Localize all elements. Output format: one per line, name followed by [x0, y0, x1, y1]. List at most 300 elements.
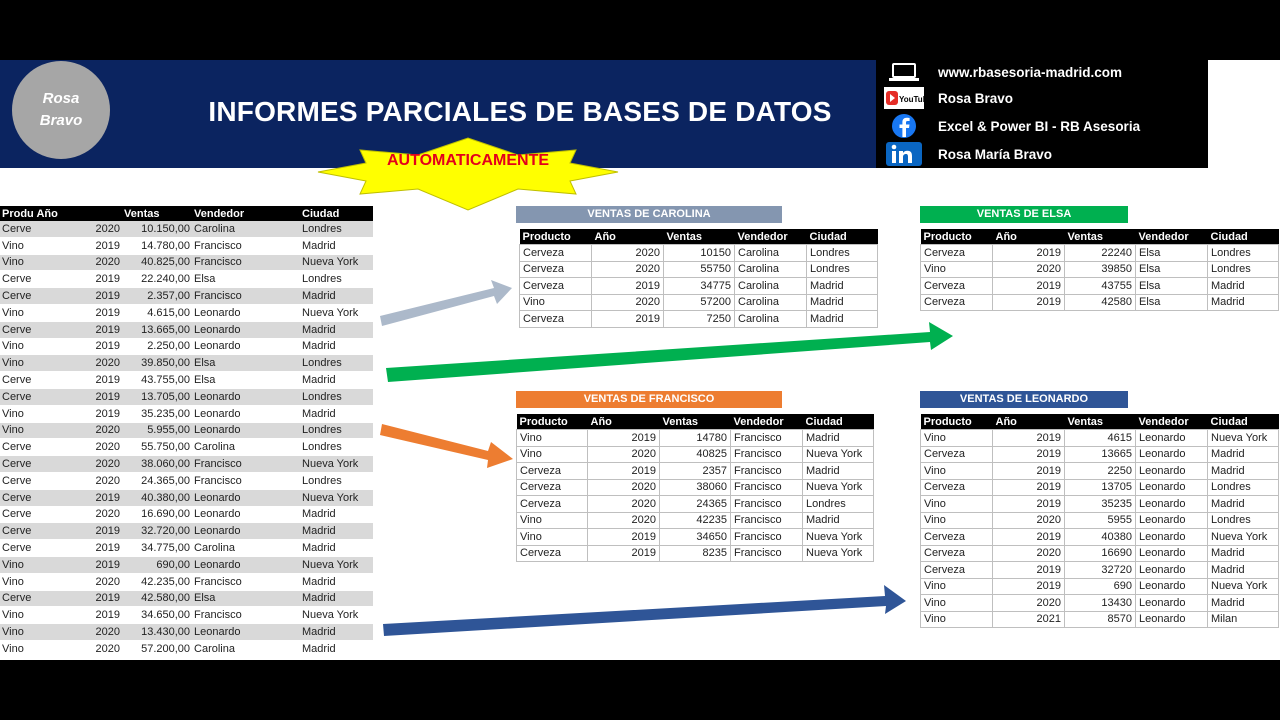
table-row [0, 590, 373, 607]
report-cell: Cerveza [517, 463, 588, 480]
report-header-cell: Ventas [1065, 414, 1136, 430]
avatar-last-name: Bravo [39, 112, 83, 129]
table-cell: 13.430,00 [122, 624, 192, 641]
report-row [921, 562, 1279, 579]
table-row [0, 472, 373, 489]
report-cell: 2019 [993, 463, 1065, 480]
report-cell: Londres [1208, 245, 1279, 262]
report-cell: Madrid [807, 311, 878, 328]
report-cell: 42235 [660, 512, 731, 529]
report-cell: Leonardo [1136, 578, 1208, 595]
table-cell: 2019 [74, 607, 122, 624]
report-cell: Vino [921, 430, 993, 447]
main-table-header [0, 206, 373, 221]
table-row [0, 556, 373, 573]
report-cell: Carolina [735, 245, 807, 262]
table-cell: Madrid [300, 523, 373, 540]
report-cell: 14780 [660, 430, 731, 447]
table-cell: Londres [300, 355, 373, 372]
table-cell: 34.650,00 [122, 607, 192, 624]
table-cell: 43.755,00 [122, 372, 192, 389]
table-cell: Leonardo [192, 556, 300, 573]
report-cell: 24365 [660, 496, 731, 513]
report-header-cell: Año [592, 229, 664, 245]
table-cell: Vino [0, 422, 74, 439]
table-cell: Cerve [0, 372, 74, 389]
report-cell: Vino [517, 529, 588, 546]
report-cell: 7250 [664, 311, 735, 328]
table-cell: Leonardo [192, 489, 300, 506]
report-cell: 2019 [993, 278, 1065, 295]
table-cell: 2019 [74, 556, 122, 573]
report-cell: 2019 [993, 529, 1065, 546]
table-cell: Cerve [0, 506, 74, 523]
report-cell: 2020 [993, 545, 1065, 562]
table-cell: 4.615,00 [122, 304, 192, 321]
report-cell: 2020 [588, 512, 660, 529]
report-row [921, 595, 1279, 612]
report-row [517, 529, 874, 546]
table-cell: Francisco [192, 607, 300, 624]
report-header-cell: Año [993, 229, 1065, 245]
table-cell: Leonardo [192, 422, 300, 439]
report-cell: Madrid [803, 512, 874, 529]
report-cell: Leonardo [1136, 595, 1208, 612]
report-cell: Francisco [731, 463, 803, 480]
report-header-cell: Ciudad [807, 229, 878, 245]
report-cell: 2020 [588, 446, 660, 463]
report-cell: 4615 [1065, 430, 1136, 447]
report-row [921, 545, 1279, 562]
table-cell: Madrid [300, 640, 373, 657]
report-header-cell: Producto [921, 414, 993, 430]
report-row [921, 261, 1279, 278]
table-row [0, 237, 373, 254]
table-cell: 13.705,00 [122, 388, 192, 405]
report-cell: 2020 [588, 479, 660, 496]
table-cell: 10.150,00 [122, 221, 192, 237]
report-leonardo-table [920, 414, 1279, 628]
table-cell: Londres [300, 439, 373, 456]
report-cell: Vino [921, 463, 993, 480]
table-cell: Francisco [192, 472, 300, 489]
table-cell: 2019 [74, 338, 122, 355]
report-francisco-table [516, 414, 874, 562]
report-cell: 13665 [1065, 446, 1136, 463]
table-cell: 16.690,00 [122, 506, 192, 523]
table-cell: Madrid [300, 506, 373, 523]
report-cell: Francisco [731, 496, 803, 513]
report-cell: Cerveza [517, 496, 588, 513]
table-row [0, 489, 373, 506]
table-cell: Nueva York [300, 556, 373, 573]
report-header-cell: Ciudad [1208, 414, 1279, 430]
report-cell: 2019 [592, 278, 664, 295]
table-cell: Vino [0, 556, 74, 573]
report-cell: 2020 [993, 512, 1065, 529]
table-row [0, 355, 373, 372]
report-row [921, 512, 1279, 529]
report-carolina [516, 206, 878, 328]
report-cell: 2020 [993, 261, 1065, 278]
report-header-cell: Ventas [664, 229, 735, 245]
table-row [0, 573, 373, 590]
report-cell: 2019 [993, 245, 1065, 262]
table-cell: Madrid [300, 590, 373, 607]
report-cell: Francisco [731, 479, 803, 496]
report-header-cell: Ventas [1065, 229, 1136, 245]
report-cell: 57200 [664, 294, 735, 311]
report-leonardo [920, 391, 1279, 628]
report-row [517, 496, 874, 513]
report-cell: Londres [803, 496, 874, 513]
report-header-cell: Ciudad [1208, 229, 1279, 245]
table-cell: Francisco [192, 288, 300, 305]
table-row [0, 506, 373, 523]
report-cell: 2019 [993, 430, 1065, 447]
report-cell: 2019 [993, 496, 1065, 513]
report-cell: Cerveza [520, 311, 592, 328]
table-cell: Nueva York [300, 456, 373, 473]
table-row [0, 221, 373, 237]
header-product-year [0, 206, 122, 221]
table-cell: Francisco [192, 456, 300, 473]
report-elsa-table [920, 229, 1279, 311]
table-cell: Vino [0, 304, 74, 321]
table-cell: 2019 [74, 388, 122, 405]
report-row [517, 545, 874, 562]
report-header-cell: Producto [921, 229, 993, 245]
report-cell: Leonardo [1136, 446, 1208, 463]
report-row [921, 479, 1279, 496]
report-cell: 5955 [1065, 512, 1136, 529]
report-cell: Leonardo [1136, 430, 1208, 447]
table-row [0, 338, 373, 355]
report-cell: Cerveza [921, 562, 993, 579]
report-cell: Cerveza [520, 261, 592, 278]
table-cell: 14.780,00 [122, 237, 192, 254]
table-cell: 2020 [74, 355, 122, 372]
table-cell: 35.235,00 [122, 405, 192, 422]
report-cell: Vino [921, 512, 993, 529]
report-row [517, 430, 874, 447]
report-cell: 2020 [588, 496, 660, 513]
report-cell: Madrid [1208, 463, 1279, 480]
table-cell: 2020 [74, 472, 122, 489]
report-francisco [516, 391, 874, 562]
table-cell: 2019 [74, 321, 122, 338]
table-cell: 2020 [74, 221, 122, 237]
report-cell: Vino [921, 611, 993, 628]
table-cell: Londres [300, 271, 373, 288]
report-elsa [920, 206, 1279, 311]
report-cell: Cerveza [921, 545, 993, 562]
report-cell: Leonardo [1136, 529, 1208, 546]
report-cell: Madrid [803, 463, 874, 480]
header-product: Produ [2, 207, 34, 220]
report-cell: Vino [517, 446, 588, 463]
table-cell: 2019 [74, 237, 122, 254]
table-cell: Madrid [300, 288, 373, 305]
report-cell: Cerveza [921, 446, 993, 463]
table-cell: 13.665,00 [122, 321, 192, 338]
table-cell: 2020 [74, 422, 122, 439]
table-cell: Vino [0, 405, 74, 422]
table-cell: 2020 [74, 506, 122, 523]
table-cell: Londres [300, 422, 373, 439]
report-row [517, 512, 874, 529]
table-row [0, 288, 373, 305]
report-cell: 2020 [592, 294, 664, 311]
report-cell: Elsa [1136, 294, 1208, 311]
report-cell: Carolina [735, 294, 807, 311]
table-cell: Leonardo [192, 304, 300, 321]
report-cell: Madrid [1208, 446, 1279, 463]
report-header-cell: Producto [520, 229, 592, 245]
table-cell: 2019 [74, 523, 122, 540]
report-cell: Leonardo [1136, 545, 1208, 562]
table-cell: 2019 [74, 288, 122, 305]
table-cell: Vino [0, 254, 74, 271]
table-cell: Vino [0, 607, 74, 624]
table-cell: 40.380,00 [122, 489, 192, 506]
report-cell: 2019 [993, 562, 1065, 579]
report-cell: 35235 [1065, 496, 1136, 513]
header-year: Año [36, 207, 58, 220]
table-cell: 42.580,00 [122, 590, 192, 607]
table-cell: Nueva York [300, 304, 373, 321]
table-row [0, 304, 373, 321]
report-table-header [520, 229, 878, 245]
table-cell: 55.750,00 [122, 439, 192, 456]
arrow-to-elsa [386, 322, 953, 382]
report-cell: 22240 [1065, 245, 1136, 262]
table-cell: Vino [0, 624, 74, 641]
table-cell: Elsa [192, 355, 300, 372]
report-cell: Carolina [735, 311, 807, 328]
table-cell: Leonardo [192, 388, 300, 405]
table-cell: Vino [0, 338, 74, 355]
table-cell: Leonardo [192, 338, 300, 355]
table-cell: Leonardo [192, 321, 300, 338]
report-cell: Madrid [1208, 278, 1279, 295]
table-cell: Francisco [192, 237, 300, 254]
table-row [0, 439, 373, 456]
report-cell: Elsa [1136, 245, 1208, 262]
report-cell: Vino [921, 578, 993, 595]
report-row [520, 261, 878, 278]
report-elsa-title: VENTAS DE ELSA [920, 206, 1128, 223]
table-cell: Leonardo [192, 506, 300, 523]
report-header-cell: Producto [517, 414, 588, 430]
table-cell: Vino [0, 573, 74, 590]
report-cell: Francisco [731, 430, 803, 447]
report-table-header [921, 414, 1279, 430]
report-header-cell: Vendedor [731, 414, 803, 430]
report-table-header [517, 414, 874, 430]
report-cell: Nueva York [1208, 578, 1279, 595]
table-cell: 2020 [74, 640, 122, 657]
table-cell: 2019 [74, 405, 122, 422]
report-cell: 2019 [993, 294, 1065, 311]
table-cell: 2020 [74, 456, 122, 473]
table-cell: 2019 [74, 590, 122, 607]
arrow-to-francisco [380, 424, 513, 468]
report-row [520, 245, 878, 262]
report-row [921, 245, 1279, 262]
report-cell: 2019 [588, 463, 660, 480]
report-cell: Madrid [803, 430, 874, 447]
report-cell: 2019 [588, 529, 660, 546]
table-cell: Vino [0, 355, 74, 372]
table-cell: 38.060,00 [122, 456, 192, 473]
table-cell: Carolina [192, 221, 300, 237]
report-cell: 2019 [588, 430, 660, 447]
table-cell: Carolina [192, 540, 300, 557]
report-cell: 2020 [592, 245, 664, 262]
table-cell: 2020 [74, 439, 122, 456]
report-cell: 32720 [1065, 562, 1136, 579]
youtube-text: Rosa Bravo [938, 90, 1014, 106]
report-cell: Leonardo [1136, 611, 1208, 628]
report-row [921, 463, 1279, 480]
report-row [921, 611, 1279, 628]
table-row [0, 456, 373, 473]
report-cell: Carolina [735, 278, 807, 295]
report-cell: Cerveza [921, 294, 993, 311]
report-cell: Leonardo [1136, 479, 1208, 496]
report-cell: 690 [1065, 578, 1136, 595]
table-cell: Cerve [0, 221, 74, 237]
report-row [520, 294, 878, 311]
table-cell: Nueva York [300, 607, 373, 624]
report-cell: Francisco [731, 545, 803, 562]
report-cell: 8570 [1065, 611, 1136, 628]
report-cell: Londres [1208, 479, 1279, 496]
automatic-label: AUTOMATICAMENTE [386, 152, 550, 169]
report-leonardo-title: VENTAS DE LEONARDO [920, 391, 1128, 408]
report-cell: 2019 [592, 311, 664, 328]
table-row [0, 540, 373, 557]
report-cell: Vino [921, 496, 993, 513]
table-cell: 2020 [74, 624, 122, 641]
table-row [0, 271, 373, 288]
report-row [517, 446, 874, 463]
report-cell: Francisco [731, 512, 803, 529]
page-title: INFORMES PARCIALES DE BASES DE DATOS [208, 96, 832, 127]
report-cell: Cerveza [520, 278, 592, 295]
report-cell: Nueva York [1208, 529, 1279, 546]
report-cell: Madrid [807, 294, 878, 311]
report-cell: 38060 [660, 479, 731, 496]
report-cell: Milan [1208, 611, 1279, 628]
report-cell: Madrid [1208, 595, 1279, 612]
report-cell: 2021 [993, 611, 1065, 628]
table-cell: 2019 [74, 489, 122, 506]
table-cell: Cerve [0, 472, 74, 489]
table-cell: 2020 [74, 573, 122, 590]
report-cell: Cerveza [517, 545, 588, 562]
table-cell: Cerve [0, 271, 74, 288]
report-row [520, 311, 878, 328]
report-cell: 2357 [660, 463, 731, 480]
table-cell: Madrid [300, 540, 373, 557]
report-cell: Vino [517, 430, 588, 447]
table-cell: 2019 [74, 540, 122, 557]
table-cell: 2019 [74, 304, 122, 321]
table-cell: 34.775,00 [122, 540, 192, 557]
table-cell: 24.365,00 [122, 472, 192, 489]
table-cell: 2.250,00 [122, 338, 192, 355]
report-cell: Cerveza [921, 529, 993, 546]
table-cell: Cerve [0, 590, 74, 607]
report-cell: 8235 [660, 545, 731, 562]
report-cell: 2019 [993, 479, 1065, 496]
table-row [0, 523, 373, 540]
table-cell: 42.235,00 [122, 573, 192, 590]
table-cell: 2019 [74, 271, 122, 288]
table-cell: Cerve [0, 439, 74, 456]
main-sales-table [0, 206, 373, 658]
report-cell: Madrid [1208, 562, 1279, 579]
report-cell: 55750 [664, 261, 735, 278]
report-cell: 42580 [1065, 294, 1136, 311]
table-cell: Elsa [192, 590, 300, 607]
report-cell: Francisco [731, 529, 803, 546]
report-cell: Madrid [1208, 545, 1279, 562]
table-cell: 5.955,00 [122, 422, 192, 439]
report-cell: Francisco [731, 446, 803, 463]
report-cell: Leonardo [1136, 562, 1208, 579]
report-cell: 10150 [664, 245, 735, 262]
report-cell: 13705 [1065, 479, 1136, 496]
table-row [0, 640, 373, 657]
report-cell: Nueva York [803, 529, 874, 546]
table-cell: Cerve [0, 288, 74, 305]
table-cell: Francisco [192, 573, 300, 590]
report-cell: Leonardo [1136, 463, 1208, 480]
report-cell: 16690 [1065, 545, 1136, 562]
report-cell: Nueva York [803, 479, 874, 496]
report-header-cell: Año [588, 414, 660, 430]
table-row [0, 254, 373, 271]
table-cell: Vino [0, 640, 74, 657]
table-cell: 690,00 [122, 556, 192, 573]
table-cell: Madrid [300, 321, 373, 338]
report-row [921, 496, 1279, 513]
report-cell: Londres [807, 261, 878, 278]
table-cell: Elsa [192, 372, 300, 389]
report-header-cell: Año [993, 414, 1065, 430]
report-row [921, 578, 1279, 595]
table-cell: Cerve [0, 489, 74, 506]
report-cell: 40380 [1065, 529, 1136, 546]
report-cell: Cerveza [921, 479, 993, 496]
header-sales: Ventas [122, 206, 192, 221]
table-cell: Leonardo [192, 405, 300, 422]
report-cell: 2020 [592, 261, 664, 278]
report-cell: Cerveza [921, 245, 993, 262]
report-cell: Nueva York [803, 446, 874, 463]
table-row [0, 321, 373, 338]
report-header-cell: Vendedor [1136, 229, 1208, 245]
report-cell: Vino [921, 595, 993, 612]
report-table-header [921, 229, 1279, 245]
report-cell: Elsa [1136, 261, 1208, 278]
report-cell: 34775 [664, 278, 735, 295]
report-row [921, 278, 1279, 295]
table-cell: 57.200,00 [122, 640, 192, 657]
